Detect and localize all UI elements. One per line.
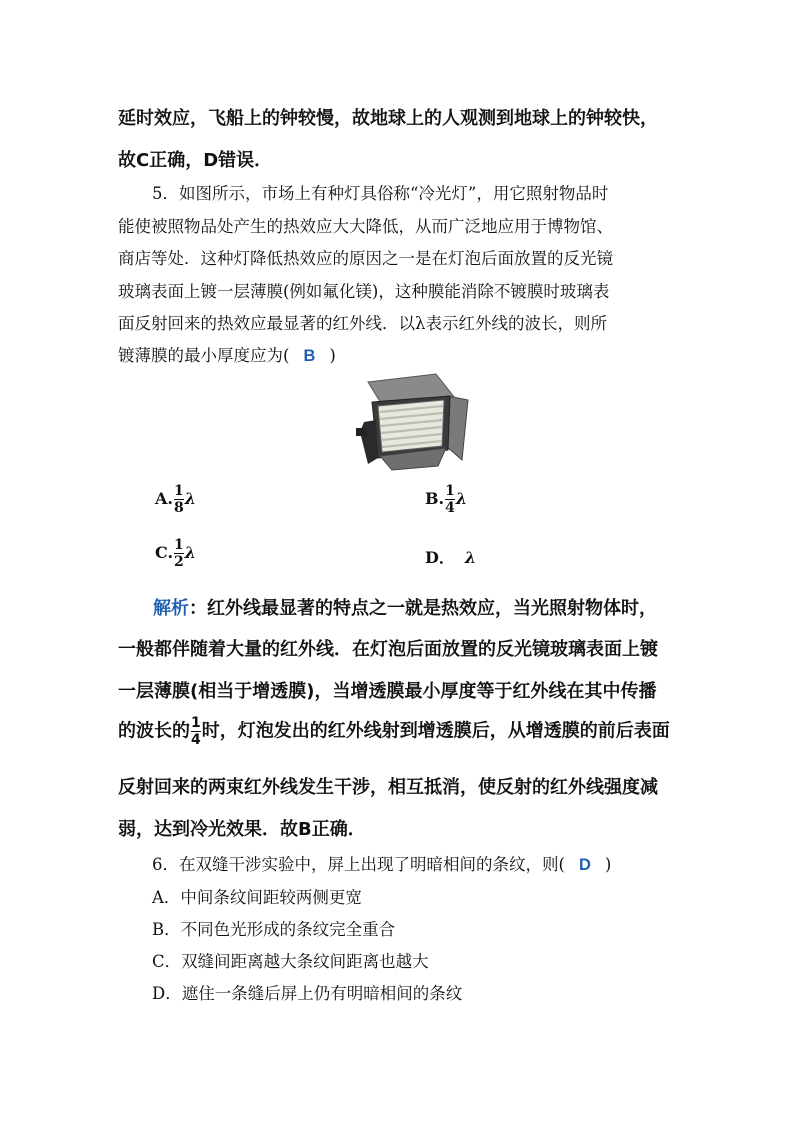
lambda-symbol: λ <box>184 543 196 562</box>
analysis-line-3: 一层薄膜(相当于增透膜)，当增透膜最小厚度等于红外线在其中传播 <box>118 681 657 702</box>
lambda-symbol: λ <box>464 548 477 567</box>
q6-option-a: A．中间条纹间距较两侧更宽 <box>152 888 362 907</box>
q5-line-3: 商店等处．这种灯降低热效应的原因之一是在灯泡后面放置的反光镜 <box>118 249 613 268</box>
q5-line-2: 能使被照物品处产生的热效应大大降低，从而广泛地应用于博物馆、 <box>118 217 613 236</box>
prev-solution-line2: 故C正确，D错误． <box>118 150 273 171</box>
analysis-line-2: 一般都伴随着大量的红外线．在灯泡后面放置的反光镜玻璃表面上镀 <box>118 639 658 660</box>
q5-paren-close: ) <box>329 346 336 365</box>
option-a-fraction: $\frac{1}{8}$ <box>173 483 184 516</box>
option-b-label: B. <box>425 489 445 508</box>
analysis-line-4: 的波长的 $\frac{1}{4}$ 时，灯泡发出的红外线射到增透膜后，从增透膜的前后表面 <box>118 715 670 748</box>
analysis-line-1: 解析：红外线最显著的特点之一就是热效应，当光照射物体时， <box>153 598 657 619</box>
q5-line-1: 5．如图所示，市场上有种灯具俗称“冷光灯”，用它照射物品时 <box>152 184 609 203</box>
option-a-label: A. <box>155 489 173 508</box>
q5-line-5: 面反射回来的热效应最显著的红外线．以λ表示红外线的波长，则所 <box>118 314 607 333</box>
q5-line-6 <box>118 342 336 366</box>
option-d-label: D． <box>425 548 455 567</box>
q5-option-b <box>425 484 467 515</box>
option-c-fraction: $\frac{1}{2}$ <box>174 537 184 570</box>
q6-option-d: D．遮住一条缝后屏上仍有明暗相间的条纹 <box>152 984 463 1003</box>
lambda-symbol: λ <box>455 489 468 508</box>
q6-answer: D <box>578 856 591 874</box>
quarter-fraction: $\frac{1}{4}$ <box>191 715 201 748</box>
q5-option-d <box>425 545 476 568</box>
q6-option-b: B．不同色光形成的条纹完全重合 <box>152 920 396 939</box>
lambda-symbol: λ <box>184 489 196 508</box>
q5-answer: B <box>303 347 316 365</box>
option-c-label: C. <box>155 543 174 562</box>
prev-solution-line1: 延时效应，飞船上的钟较慢，故地球上的人观测到地球上的钟较快， <box>118 108 658 129</box>
option-b-fraction: $\frac{1}{4}$ <box>445 483 455 516</box>
q5-option-a <box>155 484 196 515</box>
q6-stem: 6．在双缝干涉实验中，屏上出现了明暗相间的条纹，则( D ) <box>152 855 612 874</box>
q5-option-c <box>155 538 196 569</box>
cold-light-lamp-image <box>350 372 470 472</box>
q5-line-4: 玻璃表面上镀一层薄膜(例如氟化镁)，这种膜能消除不镀膜时玻璃表 <box>118 282 610 301</box>
q6-option-c: C．双缝间距离越大条纹间距离也越大 <box>152 952 429 971</box>
analysis-line-6: 弱，达到冷光效果．故B正确． <box>118 819 366 840</box>
q5-stem-end: 镀薄膜的最小厚度应为( <box>118 346 290 365</box>
analysis-line-5: 反射回来的两束红外线发生干涉，相互抵消，使反射的红外线强度减 <box>118 777 658 798</box>
analysis-label: 解析 <box>153 598 189 619</box>
